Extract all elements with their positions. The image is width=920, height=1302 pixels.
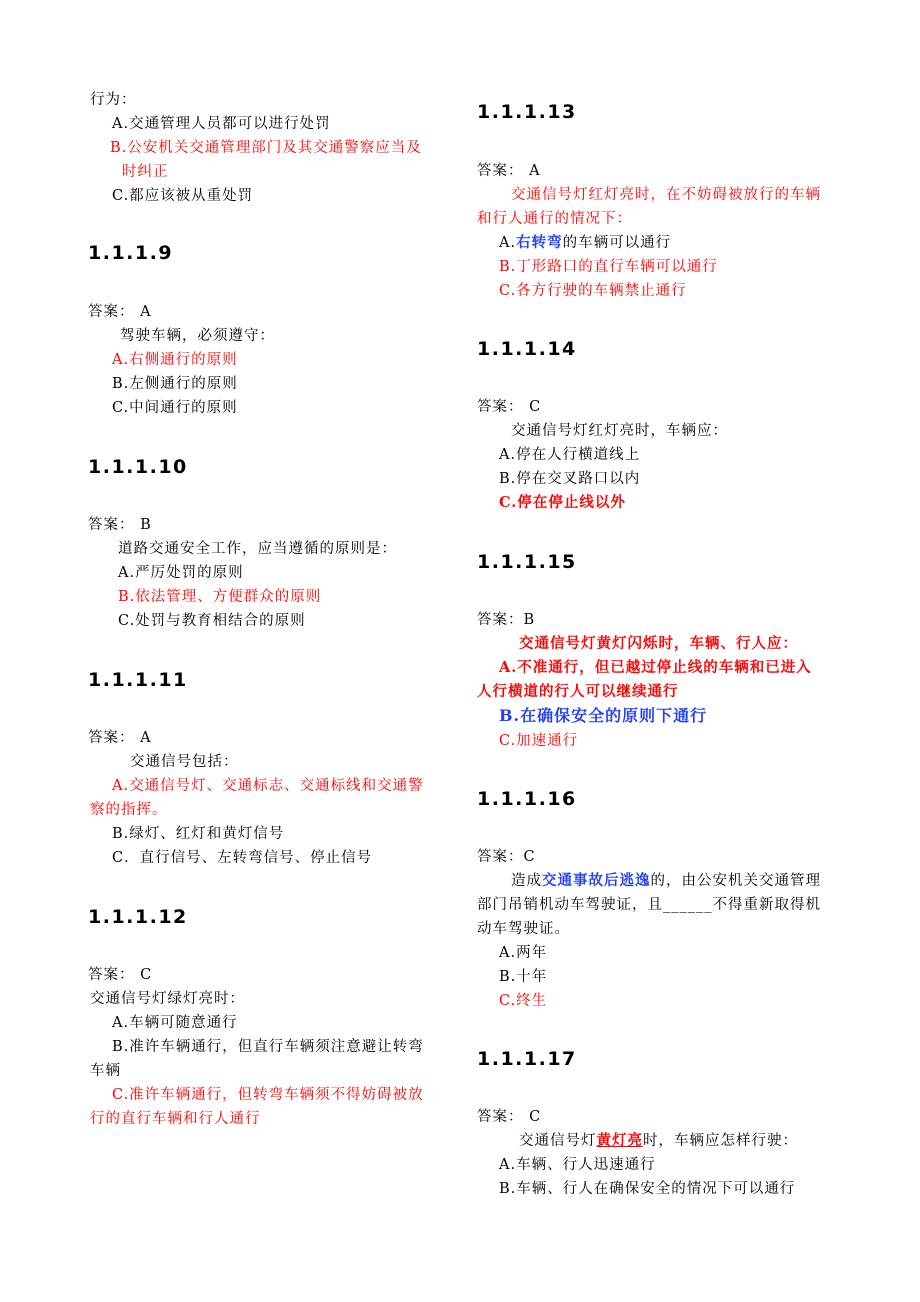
q10-option-c: C.处罚与教育相结合的原则: [118, 613, 306, 629]
q9-heading: 1.1.1.9: [88, 242, 174, 264]
q8-option-c: C.都应该被从重处罚: [112, 188, 254, 204]
q12-option-c-line1: C.准许车辆通行，但转弯车辆须不得妨碍被放: [112, 1087, 424, 1103]
q12-option-a: A.车辆可随意通行: [112, 1015, 238, 1031]
q13-option-a-prefix: A.: [499, 235, 517, 251]
q13-answer: 答案： A: [477, 163, 541, 179]
q10-stem: 道路交通安全工作，应当遵循的原则是：: [118, 541, 397, 557]
q17-stem-suffix: 时，车辆应怎样行驶：: [643, 1133, 798, 1149]
q16-option-b: B.十年: [499, 969, 548, 985]
q8-option-b-line2: 时纠正: [122, 164, 169, 180]
q8-stem-tail: 行为：: [90, 92, 137, 108]
q13-option-a-suffix: 的车辆可以通行: [562, 235, 672, 251]
q17-stem: [519, 1131, 798, 1151]
q16-stem-prefix: 造成: [511, 873, 542, 889]
q15-option-b: B.在确保安全的原则下通行: [499, 706, 708, 725]
q13-stem-line1: 交通信号灯红灯亮时，在不妨碍被放行的车辆: [511, 187, 821, 203]
q13-option-b: B.丁形路口的直行车辆可以通行: [499, 259, 718, 275]
q11-option-a-line2: 察的指挥。: [90, 802, 168, 818]
q10-answer: 答案： B: [88, 517, 152, 533]
q12-answer: 答案： C: [88, 967, 153, 983]
q16-stem-line2: 部门吊销机动车驾驶证，且______不得重新取得机: [477, 897, 821, 913]
q13-option-a: [499, 233, 671, 253]
q17-stem-highlight: 黄灯亮: [596, 1132, 643, 1149]
q8-option-a: A.交通管理人员都可以进行处罚: [112, 116, 331, 132]
q13-stem-line2: 和行人通行的情况下：: [477, 211, 632, 227]
q15-stem: 交通信号灯黄灯闪烁时，车辆、行人应：: [519, 635, 798, 652]
q12-heading: 1.1.1.12: [88, 906, 188, 928]
q15-answer: 答案：B: [477, 612, 536, 628]
q10-option-a: A.严厉处罚的原则: [118, 565, 244, 581]
q17-heading: 1.1.1.17: [477, 1048, 577, 1070]
q17-option-b: B.车辆、行人在确保安全的情况下可以通行: [499, 1181, 796, 1197]
q11-answer: 答案： A: [88, 730, 152, 746]
q10-heading: 1.1.1.10: [88, 456, 188, 478]
q16-stem-line1: [511, 871, 821, 891]
q15-option-c: C.加速通行: [499, 733, 579, 749]
q12-option-b-line2: 车辆: [90, 1063, 121, 1079]
q16-stem-highlight: 交通事故后逃逸: [542, 872, 651, 889]
q11-stem: 交通信号包括：: [130, 754, 239, 770]
q9-stem: 驾驶车辆，必须遵守：: [120, 328, 275, 344]
q16-stem-suffix: 的，由公安机关交通管理: [650, 873, 821, 889]
q17-answer: 答案： C: [477, 1109, 542, 1125]
q10-option-b: B.依法管理、方便群众的原则: [118, 589, 322, 605]
q9-option-b: B.左侧通行的原则: [112, 376, 238, 392]
q16-option-c: C.终生: [499, 993, 548, 1009]
q14-heading: 1.1.1.14: [477, 338, 577, 360]
q9-option-a: A.右侧通行的原则: [112, 352, 238, 368]
q16-heading: 1.1.1.16: [477, 788, 577, 810]
q11-option-c: C．直行信号、左转弯信号、停止信号: [112, 850, 373, 866]
q11-heading: 1.1.1.11: [88, 669, 188, 691]
q14-option-a: A.停在人行横道线上: [499, 447, 641, 463]
q14-answer: 答案： C: [477, 399, 542, 415]
q12-option-c-line2: 行的直行车辆和行人通行: [90, 1111, 261, 1127]
q17-stem-prefix: 交通信号灯: [519, 1133, 597, 1149]
q13-heading: 1.1.1.13: [477, 101, 577, 123]
q14-option-b: B.停在交叉路口以内: [499, 471, 641, 487]
q17-option-a: A.车辆、行人迅速通行: [499, 1157, 656, 1173]
q13-option-a-highlight: 右转弯: [516, 234, 563, 251]
q15-heading: 1.1.1.15: [477, 551, 577, 573]
q9-answer: 答案： A: [88, 304, 152, 320]
q11-option-b: B.绿灯、红灯和黄灯信号: [112, 826, 285, 842]
q15-option-a-line2: 人行横道的行人可以继续通行: [477, 683, 679, 700]
q13-option-c: C.各方行驶的车辆禁止通行: [499, 283, 687, 299]
q14-stem: 交通信号灯红灯亮时，车辆应：: [511, 423, 728, 439]
q9-option-c: C.中间通行的原则: [112, 400, 238, 416]
q16-stem-line3: 动车驾驶证。: [477, 921, 570, 937]
q8-option-b-line1: B.公安机关交通管理部门及其交通警察应当及: [110, 140, 422, 156]
q11-option-a-line1: A.交通信号灯、交通标志、交通标线和交通警: [112, 778, 424, 794]
q15-option-a-line1: A.不准通行，但已越过停止线的车辆和已进入: [499, 659, 812, 676]
q16-option-a: A.两年: [499, 945, 548, 961]
q12-stem: 交通信号灯绿灯亮时：: [90, 991, 245, 1007]
q14-option-c: C.停在停止线以外: [499, 494, 626, 511]
q12-option-b-line1: B.准许车辆通行，但直行车辆须注意避让转弯: [112, 1039, 424, 1055]
q16-answer: 答案：C: [477, 849, 536, 865]
